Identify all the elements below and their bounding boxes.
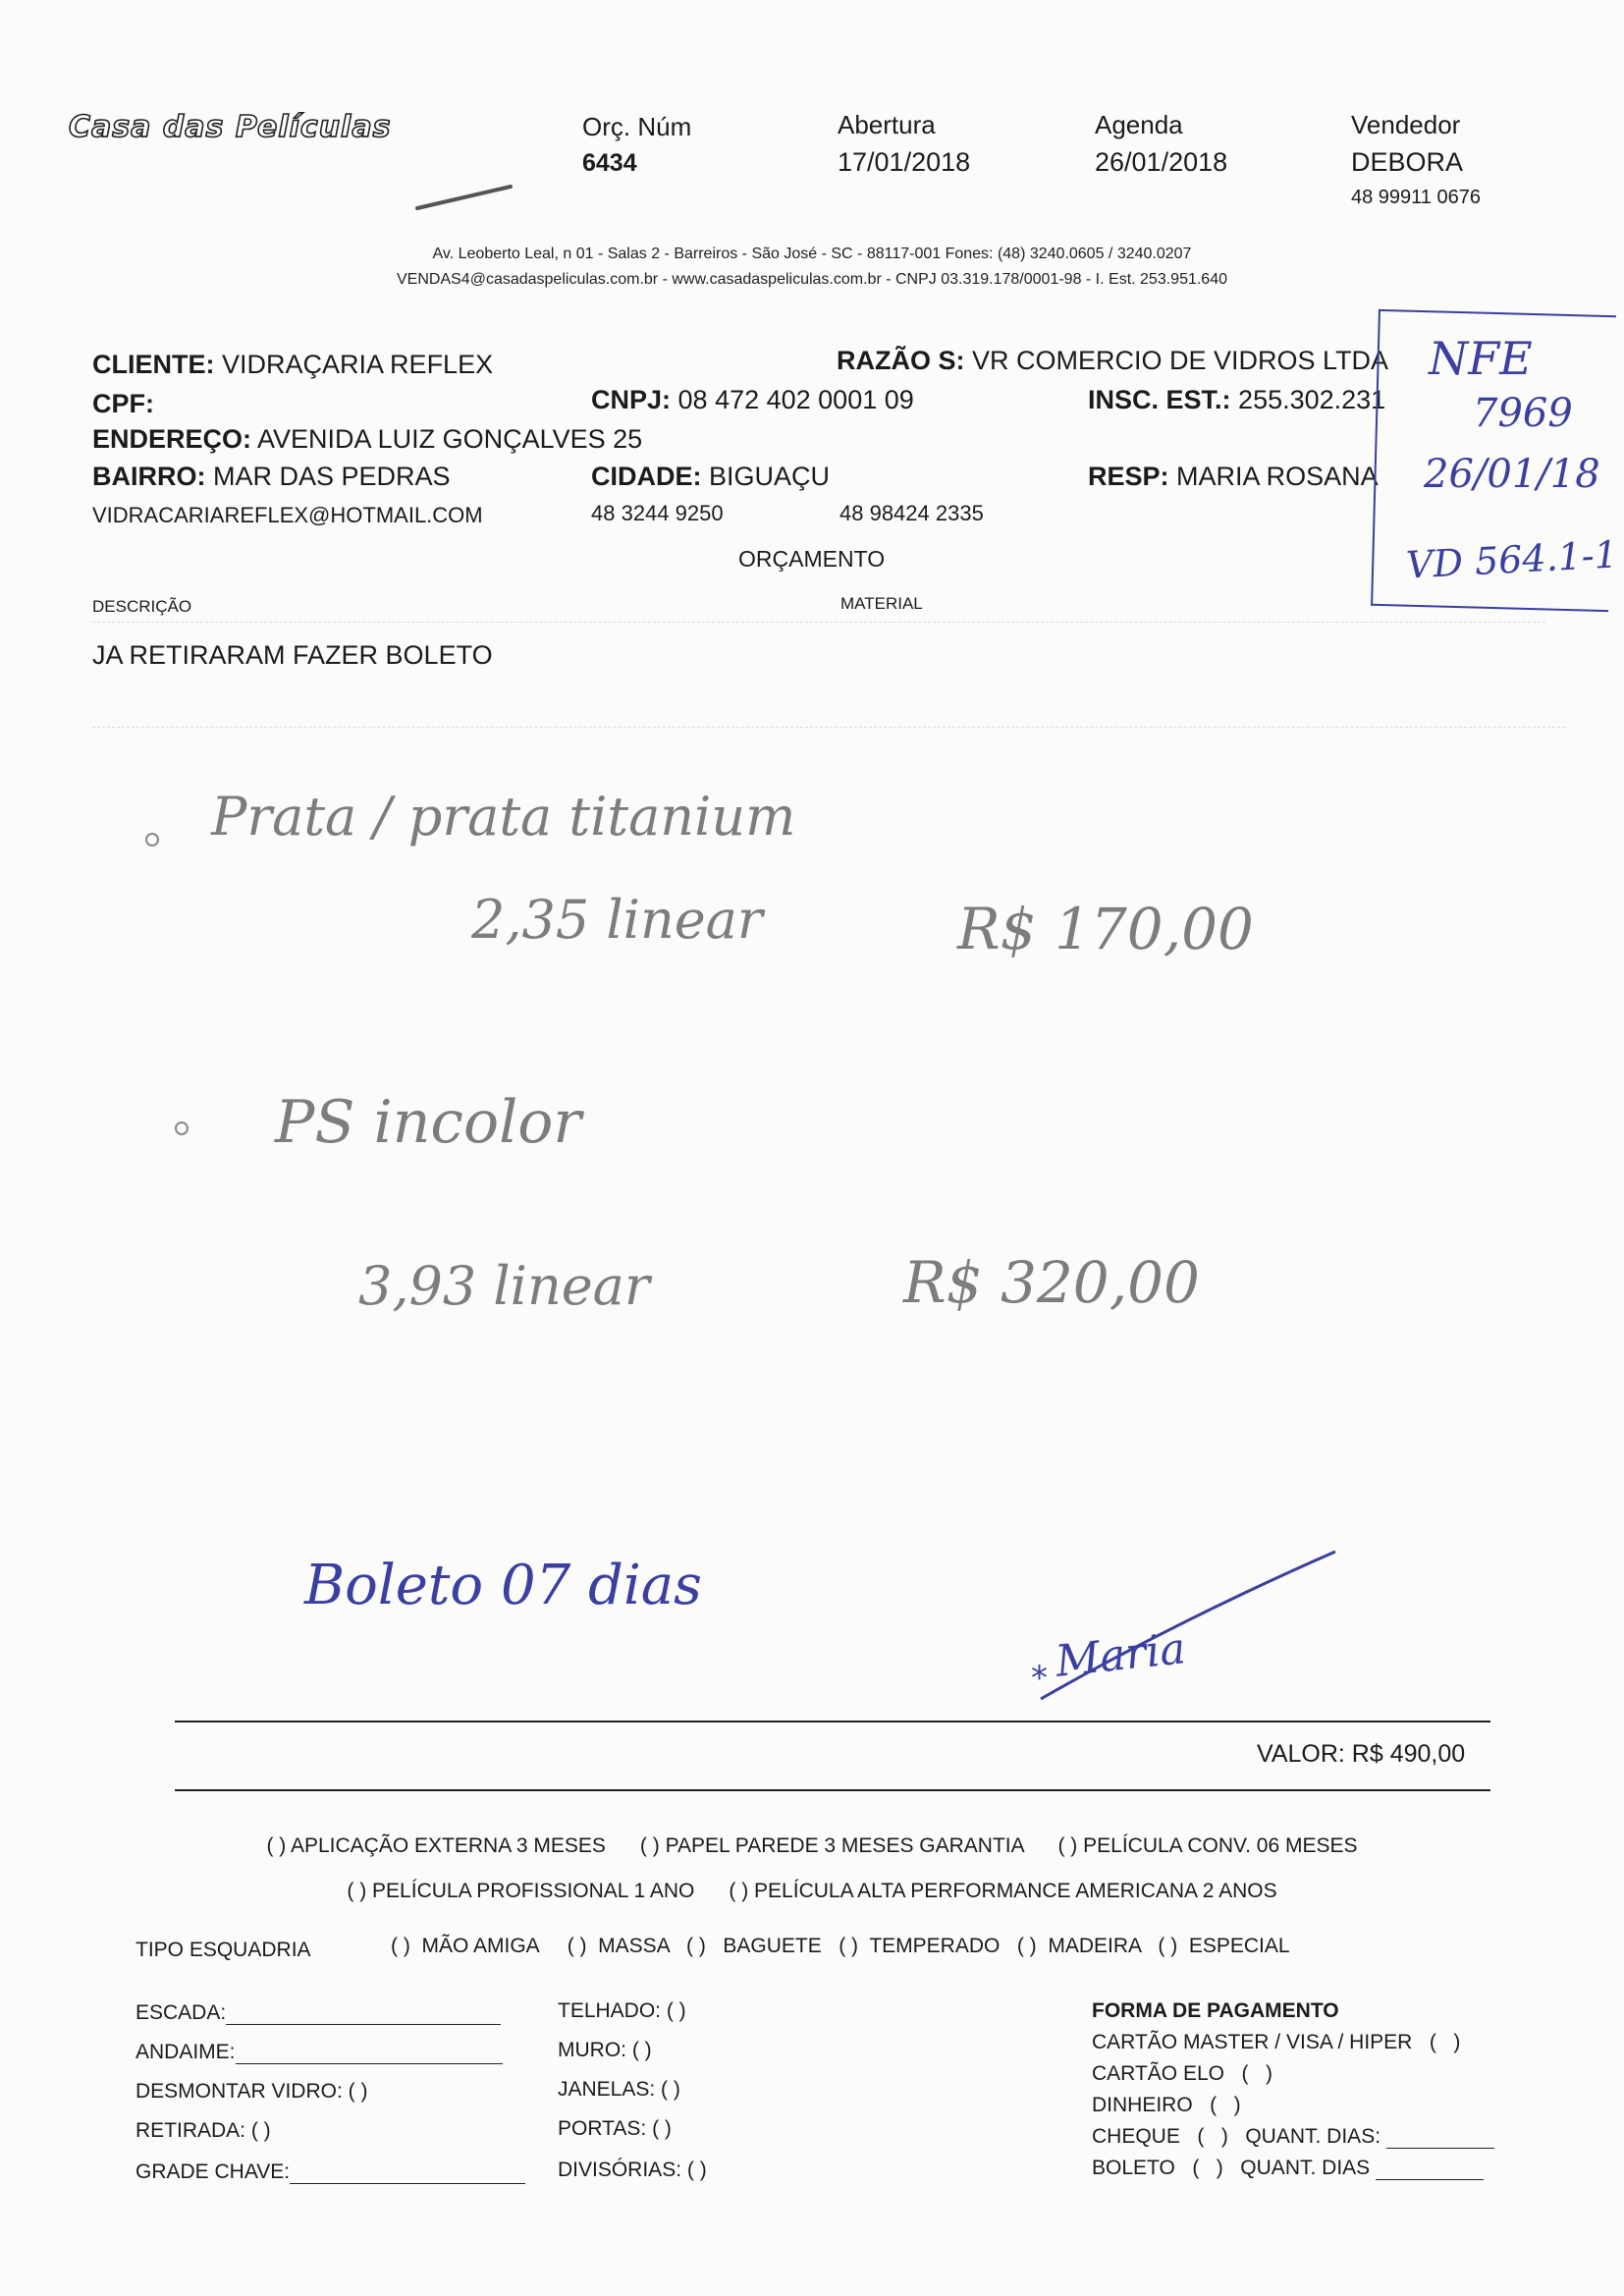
janelas-field: JANELAS: ( ) <box>558 2078 680 2101</box>
signature: Maria <box>1053 1623 1188 1687</box>
warranty-line-1: ( ) APLICAÇÃO EXTERNA 3 MESES ( ) PAPEL PAREDE 3 MESES GARANTIA ( ) PELÍCULA CONV. 06 MESES <box>266 1834 1358 1857</box>
escada-field: ESCADA: <box>135 2001 501 2025</box>
orc-number: 6434 <box>582 149 637 177</box>
client-phone-1: 48 3244 9250 <box>591 501 724 525</box>
item-1-price: R$ 170,00 <box>957 896 1254 962</box>
grade-chave-field: GRADE CHAVE: <box>135 2160 525 2184</box>
payment-boleto: BOLETO ( ) QUANT. DIAS <box>1092 2157 1484 2180</box>
payment-cheque: CHEQUE ( ) QUANT. DIAS: <box>1092 2125 1494 2149</box>
company-contact: VENDAS4@casadaspeliculas.com.br - www.casadaspeliculas.com.br - CNPJ 03.319.178/0001-98 - I. Est. 253.951.640 <box>397 271 1227 288</box>
svg-text:*: * <box>1031 1659 1048 1698</box>
resp-field: RESP: MARIA ROSANA <box>1088 462 1379 491</box>
warranty-line-2: ( ) PELÍCULA PROFISSIONAL 1 ANO ( ) PELÍCULA ALTA PERFORMANCE AMERICANA 2 ANOS <box>347 1880 1277 1902</box>
payment-card-elo: CARTÃO ELO ( ) <box>1092 2062 1272 2085</box>
company-address: Av. Leoberto Leal, n 01 - Salas 2 - Barreiros - São José - SC - 88117-001 Fones: (48) 3240.0605 / 3240.0207 <box>432 246 1192 262</box>
cnpj-field: CNPJ: 08 472 402 0001 09 <box>591 385 914 414</box>
esquadria-options: ( ) MÃO AMIGA ( ) MASSA ( ) BAGUETE ( ) TEMPERADO ( ) MADEIRA ( ) ESPECIAL <box>391 1935 1290 1957</box>
item-2-qty: 3,93 linear <box>358 1255 650 1317</box>
abertura-date: 17/01/2018 <box>838 147 971 177</box>
client-email: VIDRACARIAREFLEX@HOTMAIL.COM <box>92 503 483 527</box>
item-bullet <box>145 833 159 847</box>
payment-card-master: CARTÃO MASTER / VISA / HIPER ( ) <box>1092 2031 1461 2053</box>
material-label: MATERIAL <box>840 594 923 613</box>
cliente-field: CLIENTE: VIDRAÇARIA REFLEX <box>92 350 494 379</box>
signature-stroke <box>1031 1542 1345 1709</box>
andaime-field: ANDAIME: <box>135 2041 503 2064</box>
descricao-label: DESCRIÇÃO <box>92 597 192 616</box>
pen-stroke-mark <box>412 179 520 218</box>
vendedor-phone: 48 99911 0676 <box>1351 187 1481 208</box>
agenda-date: 26/01/2018 <box>1095 147 1228 177</box>
item-1-qty: 2,35 linear <box>471 889 763 951</box>
payment-dinheiro: DINHEIRO ( ) <box>1092 2094 1241 2116</box>
item-2-price: R$ 320,00 <box>903 1249 1200 1316</box>
esquadria-label: TIPO ESQUADRIA <box>135 1939 311 1961</box>
orcamento-note: JA RETIRARAM FAZER BOLETO <box>92 640 493 670</box>
retirada-field: RETIRADA: ( ) <box>135 2119 271 2142</box>
boleto-note: Boleto 07 dias <box>304 1554 702 1617</box>
section-divider <box>92 622 1545 623</box>
telhado-field: TELHADO: ( ) <box>558 1999 686 2022</box>
total-bottom-rule <box>175 1789 1490 1791</box>
nfe-stamp-line-2: 7969 <box>1473 391 1573 436</box>
abertura-label: Abertura <box>838 110 936 139</box>
total-field: VALOR: R$ 490,00 <box>1257 1740 1466 1768</box>
note-divider <box>92 727 1565 728</box>
client-phone-2: 48 98424 2335 <box>839 501 984 525</box>
vendedor-label: Vendedor <box>1351 110 1461 139</box>
insc-field: INSC. EST.: 255.302.231 <box>1088 385 1386 414</box>
desmontar-vidro-field: DESMONTAR VIDRO: ( ) <box>135 2080 368 2103</box>
orcamento-title: ORÇAMENTO <box>738 546 886 572</box>
item-bullet <box>175 1121 189 1135</box>
portas-field: PORTAS: ( ) <box>558 2117 672 2140</box>
orc-label: Orç. Núm <box>582 112 692 141</box>
nfe-stamp-line-4: VD 564.1-1 <box>1404 532 1619 587</box>
bairro-field: BAIRRO: MAR DAS PEDRAS <box>92 462 451 491</box>
divisorias-field: DIVISÓRIAS: ( ) <box>558 2159 707 2181</box>
nfe-stamp-line-1: NFE <box>1429 332 1533 385</box>
cpf-label: CPF: <box>92 389 154 418</box>
vendedor-name: DEBORA <box>1351 147 1464 177</box>
endereco-field: ENDEREÇO: AVENIDA LUIZ GONÇALVES 25 <box>92 424 643 454</box>
razao-field: RAZÃO S: VR COMERCIO DE VIDROS LTDA <box>837 346 1389 375</box>
agenda-label: Agenda <box>1095 110 1183 139</box>
total-top-rule <box>175 1721 1490 1722</box>
cidade-field: CIDADE: BIGUAÇU <box>591 462 831 491</box>
company-logo: Casa das Películas <box>69 110 392 144</box>
muro-field: MURO: ( ) <box>558 2039 652 2061</box>
nfe-stamp-line-3: 26/01/18 <box>1424 452 1600 497</box>
item-1-name: Prata / prata titanium <box>211 786 796 847</box>
payment-title: FORMA DE PAGAMENTO <box>1092 1999 1339 2022</box>
item-2-name: PS incolor <box>275 1088 582 1157</box>
